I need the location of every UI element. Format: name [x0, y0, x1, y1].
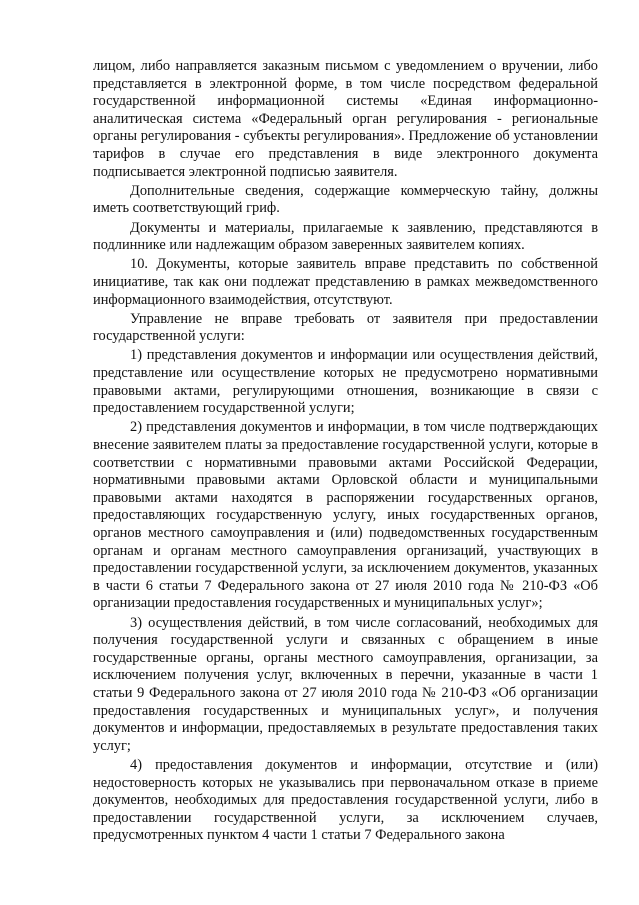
document-page: [93, 58, 598, 846]
paragraph-attached-documents: Документы и материалы, прилагаемые к заявлению, представляются в подлиннике или надлежащим образом заверенных заявителем копиях.: [93, 219, 598, 254]
paragraph-submission-methods: лицом, либо направляется заказным письмом с уведомлением о вручении, либо представляется в электронной форме, в том числе посредством федеральной государственной информационной системы «Единая информационно-аналитическая система «Федеральный орган регулирования - региональные органы регулирования - субъекты регулирования». Предложение об установлении тарифов в случае его представления в виде электронного документа подписывается электронной подписью заявителя.: [93, 58, 598, 180]
list-item-2: 2) представления документов и информации, в том числе подтверждающих внесение заявителем платы за предоставление государственной услуги, которые в соответствии с нормативными правовыми актами Российской Федерации, нормативными правовыми актами Орловской области и муниципальными правовыми актами находятся в распоряжении государственных органов, предоставляющих государственную услугу, иных государственных органов, органов местного самоуправления и (или) подведомственных государственным органам и органам местного самоуправления организаций, участвующих в предоставлении государственной услуги, за исключением документов, указанных в части 6 статьи 7 Федерального закона от 27 июля 2010 года № 210-ФЗ «Об организации предоставления государственных и муниципальных услуг»;: [93, 419, 598, 612]
paragraph-restrictions-intro: Управление не вправе требовать от заявителя при предоставлении государственной услуги:: [93, 310, 598, 345]
list-item-1: 1) представления документов и информации или осуществления действий, представление или осуществление которых не предусмотрено нормативными правовыми актами, регулирующими отношения, возникающие в связи с предоставлением государственной услуги;: [93, 347, 598, 417]
list-item-4: 4) предоставления документов и информации, отсутствие и (или) недостоверность которых не указывались при первоначальном отказе в приеме документов, необходимых для предоставления государственной услуги, либо в предоставлении государственной услуги, за исключением случаев, предусмотренных пунктом 4 части 1 статьи 7 Федерального закона: [93, 756, 598, 844]
paragraph-commercial-secret: Дополнительные сведения, содержащие коммерческую тайну, должны иметь соответствующий гриф.: [93, 182, 598, 217]
list-item-3: 3) осуществления действий, в том числе согласований, необходимых для получения государственной услуги и связанных с обращением в иные государственные органы, органы местного самоуправления, организации, за исключением получения услуг, включенных в перечни, указанные в части 1 статьи 9 Федерального закона от 27 июля 2010 года № 210-ФЗ «Об организации предоставления государственных и муниципальных услуг», и получения документов и информации, предоставляемых в результате предоставления таких услуг;: [93, 614, 598, 754]
paragraph-item-10: 10. Документы, которые заявитель вправе представить по собственной инициативе, так как они подлежат представлению в рамках межведомственного информационного взаимодействия, отсутствуют.: [93, 256, 598, 308]
